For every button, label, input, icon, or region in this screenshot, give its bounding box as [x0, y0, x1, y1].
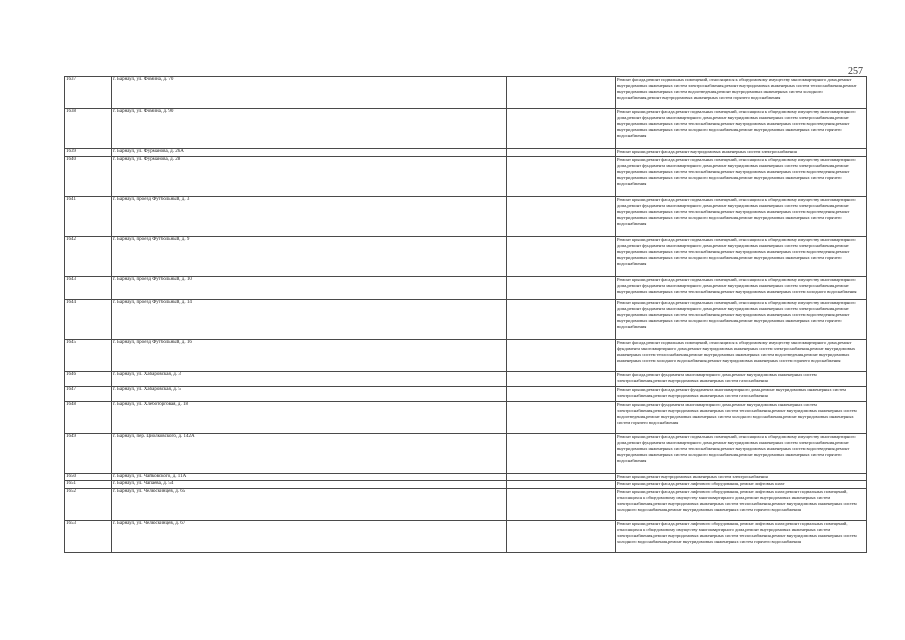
row-empty-cell [507, 386, 616, 401]
row-work-types: Ремонт крыши,ремонт внутридомовых инженерных систем электроснабжения [616, 473, 867, 481]
row-address: г. Барнаул, ул. Хабаровская, д. 3 [112, 371, 507, 386]
row-number: 1647 [65, 386, 112, 401]
row-number: 1644 [65, 299, 112, 339]
table-row [65, 371, 867, 386]
row-empty-cell [507, 473, 616, 481]
row-address: г. Барнаул, проезд Футбольный, д. 3 [112, 196, 507, 236]
row-work-types: Ремонт крыши,ремонт фасада,ремонт внутридомовых инженерных систем электроснабжения [616, 149, 867, 157]
row-empty-cell [507, 236, 616, 276]
row-work-types: Ремонт крыши,ремонт фасада,ремонт подвальных помещений, относящихся к общедомовому имуществу многоквартирного дома,ремонт фундамента многоквартирного дома,ремонт внутридомовых инженерных систем электроснабжения,ремонт внутридомовых инженерных систем теплоснабжения,ремонт внутридомовых инженерных систем водоотведения,ремонт внутридомовых инженерных систем холодного водоснабжения,ремонт внутридомовых инженерных систем горячего водоснабжения [616, 299, 867, 339]
row-work-types: Ремонт фасада,ремонт подвальных помещений, относящихся к общедомовому имуществу многоквартирного дома,ремонт внутридомовых инженерных систем электроснабжения,ремонт внутридомовых инженерных систем теплоснабжения,ремонт внутридомовых инженерных систем водоотведения,ремонт внутридомовых инженерных систем холодного водоснабжения,ремонт внутридомовых инженерных систем горячего водоснабжения [616, 77, 867, 109]
row-address: г. Барнаул, ул. Фурманова, д. 28 [112, 156, 507, 196]
document-sheet [64, 76, 866, 553]
registry-body [65, 77, 867, 553]
row-address: г. Барнаул, ул. Фомина, д. 90 [112, 109, 507, 149]
row-number: 1641 [65, 196, 112, 236]
row-number: 1645 [65, 339, 112, 371]
row-number: 1642 [65, 236, 112, 276]
row-empty-cell [507, 299, 616, 339]
row-number: 1653 [65, 520, 112, 552]
row-empty-cell [507, 149, 616, 157]
row-empty-cell [507, 371, 616, 386]
row-empty-cell [507, 481, 616, 489]
table-row [65, 433, 867, 473]
row-empty-cell [507, 109, 616, 149]
row-work-types: Ремонт крыши,ремонт фасада,ремонт подвальных помещений, относящихся к общедомовому имуществу многоквартирного дома,ремонт фундамента многоквартирного дома,ремонт внутридомовых инженерных систем электроснабжения,ремонт внутридомовых инженерных систем теплоснабжения,ремонт внутридомовых инженерных систем водоотведения,ремонт внутридомовых инженерных систем холодного водоснабжения,ремонт внутридомовых инженерных систем горячего водоснабжения [616, 236, 867, 276]
table-row [65, 156, 867, 196]
row-work-types: Ремонт крыши,ремонт фасада,ремонт лифтового оборудования, ремонт лифтовых шахт,ремонт подвальных помещений, относящихся к общедомовому имуществу многоквартирного дома,ремонт внутридомовых инженерных систем электроснабжения,ремонт внутридомовых инженерных систем теплоснабжения,ремонт внутридомовых инженерных систем холодного водоснабжения,ремонт внутридомовых инженерных систем горячего водоснабжения [616, 488, 867, 520]
row-work-types: Ремонт крыши,ремонт фасада,ремонт подвальных помещений, относящихся к общедомовому имуществу многоквартирного дома,ремонт фундамента многоквартирного дома,ремонт внутридомовых инженерных систем электроснабжения,ремонт внутридомовых инженерных систем теплоснабжения,ремонт внутридомовых инженерных систем водоотведения,ремонт внутридомовых инженерных систем холодного водоснабжения,ремонт внутридомовых инженерных систем горячего водоснабжения [616, 109, 867, 149]
row-work-types: Ремонт крыши,ремонт фасада,ремонт фундамента многоквартирного дома,ремонт внутридомовых инженерных систем электроснабжения,ремонт внутридомовых инженерных систем газоснабжения [616, 386, 867, 401]
row-number: 1646 [65, 371, 112, 386]
row-empty-cell [507, 401, 616, 433]
table-row [65, 473, 867, 481]
row-number: 1648 [65, 401, 112, 433]
row-address: г. Барнаул, проезд Футбольный, д. 14 [112, 299, 507, 339]
table-row [65, 196, 867, 236]
row-address: г. Барнаул, ул. Хабаровская, д. 5 [112, 386, 507, 401]
row-address: г. Барнаул, ул. Фурманова, д. 26А [112, 149, 507, 157]
row-work-types: Ремонт крыши,ремонт фасада,ремонт подвальных помещений, относящихся к общедомовому имуществу многоквартирного дома,ремонт фундамента многоквартирного дома,ремонт внутридомовых инженерных систем электроснабжения,ремонт внутридомовых инженерных систем теплоснабжения,ремонт внутридомовых инженерных систем водоотведения,ремонт внутридомовых инженерных систем холодного водоснабжения,ремонт внутридомовых инженерных систем горячего водоснабжения [616, 433, 867, 473]
row-empty-cell [507, 276, 616, 299]
row-work-types: Ремонт крыши,ремонт фасада,ремонт лифтового оборудования, ремонт лифтовых шахт [616, 481, 867, 489]
row-number: 1652 [65, 488, 112, 520]
row-number: 1649 [65, 433, 112, 473]
table-row [65, 520, 867, 552]
table-row [65, 276, 867, 299]
table-row [65, 109, 867, 149]
row-address: г. Барнаул, проезд Футбольный, д. 16 [112, 339, 507, 371]
row-number: 1638 [65, 109, 112, 149]
row-empty-cell [507, 77, 616, 109]
row-empty-cell [507, 433, 616, 473]
row-work-types: Ремонт фасада,ремонт фундамента многоквартирного дома,ремонт внутридомовых инженерных систем электроснабжения,ремонт внутридомовых инженерных систем газоснабжения [616, 371, 867, 386]
page-number: 257 [848, 66, 863, 77]
table-row [65, 299, 867, 339]
row-number: 1637 [65, 77, 112, 109]
row-address: г. Барнаул, пер. Циолковского, д. 142А [112, 433, 507, 473]
row-address: г. Барнаул, ул. Чапаева, д. 54 [112, 481, 507, 489]
row-work-types: Ремонт крыши,ремонт фасада,ремонт подвальных помещений, относящихся к общедомовому имуществу многоквартирного дома,ремонт фундамента многоквартирного дома,ремонт внутридомовых инженерных систем электроснабжения,ремонт внутридомовых инженерных систем теплоснабжения,ремонт внутридомовых инженерных систем водоотведения,ремонт внутридомовых инженерных систем холодного водоснабжения,ремонт внутридомовых инженерных систем горячего водоснабжения [616, 156, 867, 196]
row-number: 1643 [65, 276, 112, 299]
row-address: г. Барнаул, проезд Футбольный, д. 10 [112, 276, 507, 299]
table-row [65, 77, 867, 109]
row-empty-cell [507, 339, 616, 371]
table-row [65, 386, 867, 401]
table-row [65, 488, 867, 520]
row-number: 1650 [65, 473, 112, 481]
table-row [65, 481, 867, 489]
table-row [65, 339, 867, 371]
row-work-types: Ремонт крыши,ремонт фасада,ремонт подвальных помещений, относящихся к общедомовому имуществу многоквартирного дома,ремонт фундамента многоквартирного дома,ремонт внутридомовых инженерных систем электроснабжения,ремонт внутридомовых инженерных систем теплоснабжения,ремонт внутридомовых инженерных систем холодного водоснабжения [616, 276, 867, 299]
row-number: 1639 [65, 149, 112, 157]
row-address: г. Барнаул, ул. Чайковского, д. 11А [112, 473, 507, 481]
row-number: 1640 [65, 156, 112, 196]
table-row [65, 236, 867, 276]
row-work-types: Ремонт крыши,ремонт фасада,ремонт лифтового оборудования, ремонт лифтовых шахт,ремонт подвальных помещений, относящихся к общедомовому имуществу многоквартирного дома,ремонт внутридомовых инженерных систем электроснабжения,ремонт внутридомовых инженерных систем теплоснабжения,ремонт внутридомовых инженерных систем холодного водоснабжения,ремонт внутридомовых инженерных систем горячего водоснабжения [616, 520, 867, 552]
row-address: г. Барнаул, ул. Фомина, д. 70 [112, 77, 507, 109]
row-address: г. Барнаул, проезд Футбольный, д. 9 [112, 236, 507, 276]
row-address: г. Барнаул, ул. Челюскинцев, д. 67 [112, 520, 507, 552]
table-row [65, 149, 867, 157]
table-row [65, 401, 867, 433]
row-work-types: Ремонт крыши,ремонт фасада,ремонт подвальных помещений, относящихся к общедомовому имуществу многоквартирного дома,ремонт фундамента многоквартирного дома,ремонт внутридомовых инженерных систем электроснабжения,ремонт внутридомовых инженерных систем теплоснабжения,ремонт внутридомовых инженерных систем водоотведения,ремонт внутридомовых инженерных систем холодного водоснабжения,ремонт внутридомовых инженерных систем горячего водоснабжения [616, 196, 867, 236]
row-work-types: Ремонт крыши,ремонт фундамента многоквартирного дома,ремонт внутридомовых инженерных систем электроснабжения,ремонт внутридомовых инженерных систем теплоснабжения,ремонт внутридомовых инженерных систем водоотведения,ремонт внутридомовых инженерных систем холодного водоснабжения,ремонт внутридомовых инженерных систем горячего водоснабжения [616, 401, 867, 433]
row-empty-cell [507, 488, 616, 520]
row-empty-cell [507, 156, 616, 196]
row-empty-cell [507, 520, 616, 552]
row-address: г. Барнаул, ул. Челюскинцев, д. 65 [112, 488, 507, 520]
repair-registry-table [64, 76, 867, 553]
row-empty-cell [507, 196, 616, 236]
row-number: 1651 [65, 481, 112, 489]
row-work-types: Ремонт фасада,ремонт подвальных помещений, относящихся к общедомовому имуществу многоквартирного дома,ремонт фундамента многоквартирного дома,ремонт внутридомовых инженерных систем электроснабжения,ремонт внутридомовых инженерных систем теплоснабжения,ремонт внутридомовых инженерных систем водоотведения,ремонт внутридомовых инженерных систем холодного водоснабжения,ремонт внутридомовых инженерных систем горячего водоснабжения [616, 339, 867, 371]
row-address: г. Барнаул, ул. Хлеботорговая, д. 18 [112, 401, 507, 433]
